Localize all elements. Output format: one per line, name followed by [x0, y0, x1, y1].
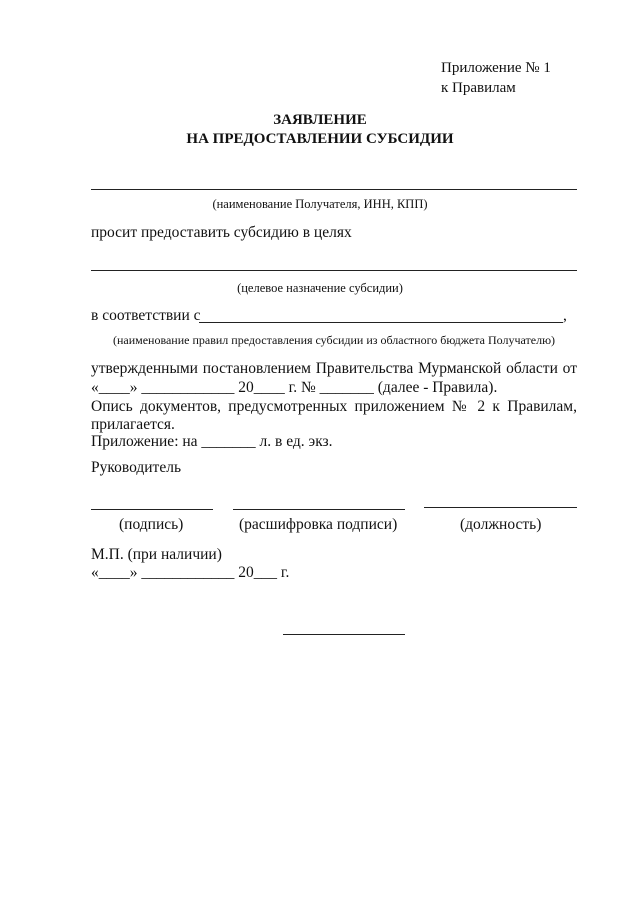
accordance-comma: ,: [563, 307, 567, 324]
annex-line-2: к Правилам: [441, 80, 516, 96]
position-field[interactable]: [424, 507, 577, 508]
bottom-separator: [283, 634, 405, 635]
request-text: просит предоставить субсидию в целях: [91, 224, 352, 241]
body-line-1: утвержденными постановлением Правительства Мурманской области от: [91, 360, 577, 377]
head-label: Руководитель: [91, 459, 182, 476]
position-caption: (должность): [460, 516, 542, 533]
annex-line-1: Приложение № 1: [441, 60, 551, 76]
recipient-caption: (наименование Получателя, ИНН, КПП): [212, 197, 428, 211]
transcript-caption: (расшифровка подписи): [239, 516, 398, 533]
document-subtitle: НА ПРЕДОСТАВЛЕНИИ СУБСИДИИ: [186, 131, 454, 147]
signature-transcript-field[interactable]: [233, 509, 405, 510]
body-line-2: «____» ____________ 20____ г. № _______ (далее - Правила).: [91, 379, 498, 396]
body-line-4: прилагается.: [91, 416, 175, 433]
body-line-3: Опись документов, предусмотренных приложением № 2 к Правилам,: [91, 398, 577, 415]
stamp-date: «____» ____________ 20___ г.: [91, 564, 290, 581]
rules-caption: (наименование правил предоставления субсидии из областного бюджета Получателю): [112, 333, 556, 347]
body-line-5: Приложение: на _______ л. в ед. экз.: [91, 433, 333, 450]
accordance-text: в соответствии с: [91, 307, 201, 324]
purpose-caption: (целевое назначение субсидии): [237, 281, 403, 295]
signature-field[interactable]: [91, 509, 213, 510]
purpose-field[interactable]: [91, 270, 577, 271]
rules-name-field[interactable]: [199, 322, 563, 323]
document-title: ЗАЯВЛЕНИЕ: [273, 112, 367, 128]
recipient-name-field[interactable]: [91, 189, 577, 190]
stamp-label: М.П. (при наличии): [91, 546, 222, 563]
signature-caption: (подпись): [119, 516, 184, 533]
